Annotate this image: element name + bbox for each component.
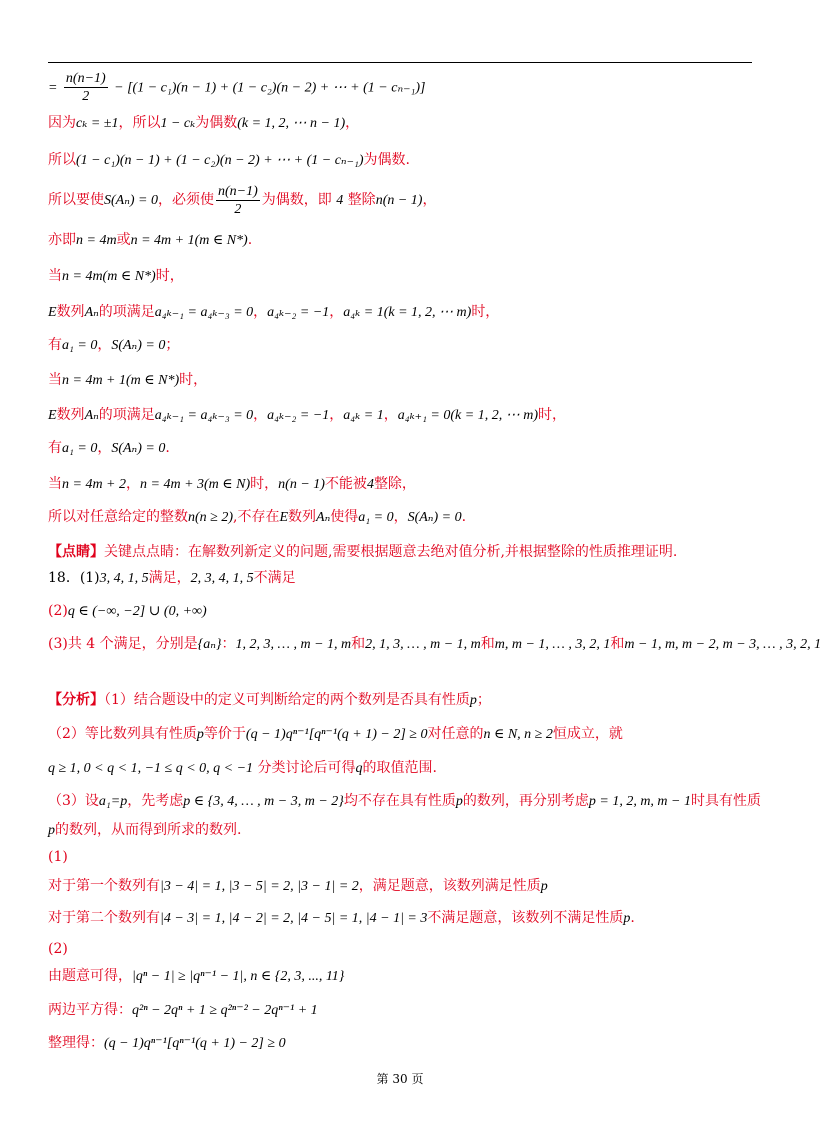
line-13: 所以对任意给定的整数n(n ≥ 2),不存在E数列Aₙ使得a₁ = 0，S(Aₙ) = 0. [48,509,467,525]
line-23: (1) [48,849,68,865]
fraction: $\frac{n(n-1)}{2}$ [218,183,258,217]
math: − [(1 − c₁)(n − 1) + (1 − c₂)(n − 2) + ⋯ + (1 − cₙ₋₁)] [114,80,426,96]
line-17: (3)共 4 个满足，分别是{aₙ}：1, 2, 3, … , m − 1, m和2, 1, 3, … , m − 1, m和m, m − 1, … , 3, 2, 1和m − 1, m, m − 2, m − 3, … , 3, 2, 1 [48,636,821,652]
line-20: q ≥ 1, 0 < q < 1, −1 ≤ q < 0, q < −1 分类讨论后可得q的取值范围. [48,760,437,776]
line-21: （3）设a₁=p，先考虑p ∈ {3, 4, … , m − 3, m − 2}均不存在具有性质p的数列，再分别考虑p = 1, 2, m, m − 1时具有性质 [48,793,761,809]
tip-label: 【点睛】 [48,544,104,560]
line-10: E数列Aₙ的项满足a₄ₖ₋₁ = a₄ₖ₋₃ = 0，a₄ₖ₋₂ = −1，a₄ₖ = 1，a₄ₖ₊₁ = 0(k = 1, 2, ⋯ m)时， [48,407,566,423]
line-14: 【点睛】关键点点睛：在解数列新定义的问题,需要根据题意去绝对值分析,并根据整除的性质推理证明. [48,544,678,560]
line-3: 所以(1 − c₁)(n − 1) + (1 − c₂)(n − 2) + ⋯ + (1 − cₙ₋₁)为偶数. [48,152,410,168]
line-7: E数列Aₙ的项满足a₄ₖ₋₁ = a₄ₖ₋₃ = 0，a₄ₖ₋₂ = −1，a₄ₖ = 1(k = 1, 2, ⋯ m)时， [48,304,500,320]
line-4: 所以要使S(Aₙ) = 0，必须使 $\frac{n(n-1)}{2}$ 为偶数，即 4 整除n(n − 1)， [48,183,437,217]
line-15: 18．(1)3, 4, 1, 5满足，2, 3, 4, 1, 5不满足 [48,570,296,586]
line-24: 对于第一个数列有|3 − 4| = 1, |3 − 5| = 2, |3 − 1| = 2，满足题意，该数列满足性质p [48,878,548,894]
line-2: 因为cₖ = ±1，所以1 − cₖ为偶数(k = 1, 2, ⋯ n − 1)， [48,115,360,131]
line-28: 两边平方得：q²ⁿ − 2qⁿ + 1 ≥ q²ⁿ⁻² − 2qⁿ⁻¹ + 1 [48,1002,318,1018]
fraction: $\frac{n(n-1)}{2}$ [65,71,106,104]
line-25: 对于第二个数列有|4 − 3| = 1, |4 − 2| = 2, |4 − 5| = 1, |4 − 1| = 3不满足题意，该数列不满足性质p. [48,910,635,926]
line-6: 当n = 4m(m ∈ N*)时， [48,268,184,284]
line-12: 当n = 4m + 2，n = 4m + 3(m ∈ N)时，n(n − 1)不能被4整除， [48,476,416,492]
line-8: 有a₁ = 0，S(Aₙ) = 0； [48,337,180,353]
line-5: 亦即n = 4m或n = 4m + 1(m ∈ N*). [48,232,253,248]
line-11: 有a₁ = 0，S(Aₙ) = 0. [48,440,170,456]
line-9: 当n = 4m + 1(m ∈ N*)时， [48,372,208,388]
line-1 [48,70,760,105]
line-18: 【分析】（1）结合题设中的定义可判断给定的两个数列是否具有性质p； [48,692,491,708]
header-rule [48,62,752,63]
line-27: 由题意可得，|qⁿ − 1| ≥ |qⁿ⁻¹ − 1|, n ∈ {2, 3, ..., 11} [48,968,345,984]
math: = [48,80,58,96]
page-number: 第 30 页 [376,1072,424,1086]
line-19: （2）等比数列具有性质p等价于(q − 1)qⁿ⁻¹[qⁿ⁻¹(q + 1) − 2] ≥ 0对任意的n ∈ N, n ≥ 2恒成立，就 [48,726,623,742]
line-29: 整理得：(q − 1)qⁿ⁻¹[qⁿ⁻¹(q + 1) − 2] ≥ 0 [48,1035,286,1051]
line-16: (2)q ∈ (−∞, −2] ∪ (0, +∞) [48,603,207,619]
analysis-label: 【分析】 [48,692,104,708]
line-22: p的数列，从而得到所求的数列. [48,822,242,838]
line-26: (2) [48,941,68,957]
